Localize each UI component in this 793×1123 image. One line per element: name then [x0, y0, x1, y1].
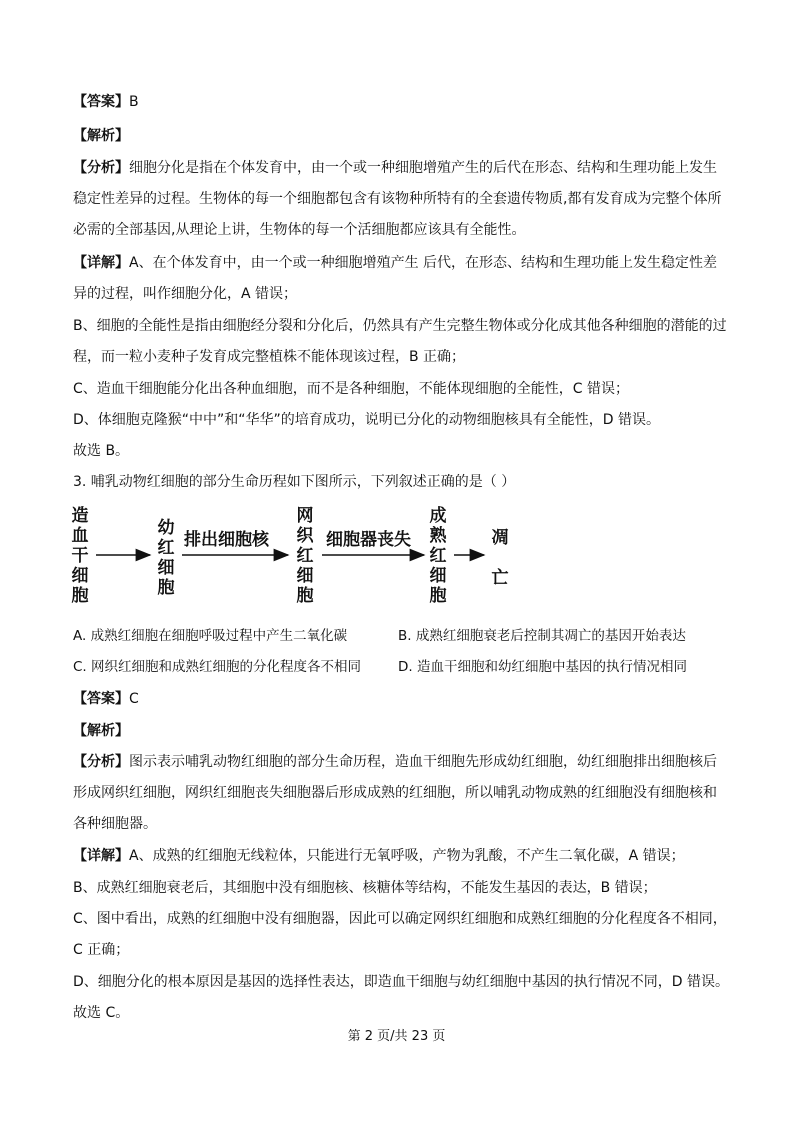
char: 细	[296, 566, 314, 586]
answer-line	[73, 92, 139, 112]
char: 细	[71, 566, 89, 586]
fenxi-text: 稳定性差异的过程。生物体的每一个细胞都包含有该物种所特有的全套遗传物质,都有发育成为完整个体所	[73, 191, 722, 207]
answer-value: C	[129, 691, 139, 707]
fenxi-label: 【分析】	[73, 754, 129, 770]
xiangjie-text: C、图中看出，成熟的红细胞中没有细胞器，因此可以确定网织红细胞和成熟红细胞的分化程度各不相同，	[73, 911, 727, 927]
xiangjie-text: D、体细胞克隆猴“中中”和“华华”的培育成功，说明已分化的动物细胞核具有全能性，D 错误。	[73, 412, 661, 428]
answer-label: 【答案】	[73, 691, 129, 707]
process-diagram	[68, 503, 528, 603]
char: 织	[296, 526, 314, 546]
analysis-label: 【解析】	[73, 723, 129, 739]
char: 红	[157, 538, 175, 558]
stage-erythroblast	[158, 517, 175, 598]
xiangjie-line	[73, 846, 685, 866]
stage-reticulocyte	[297, 506, 315, 603]
fenxi-text: 必需的全部基因,从理论上讲，生物体的每一个活细胞都应该具有全能性。	[73, 222, 526, 238]
char: 网	[296, 506, 314, 526]
char: 胞	[296, 586, 314, 603]
stage-hematopoietic-stem-cell	[72, 505, 89, 603]
answer-label: 【答案】	[73, 94, 129, 110]
xiangjie-text: C、造血干细胞能分化出各种血细胞，而不是各种细胞，不能体现细胞的全能性，C 错误；	[73, 381, 629, 397]
xiangjie-text: A、成熟的红细胞无线粒体，只能进行无氧呼吸，产物为乳酸，不产生二氧化碳，A 错误；	[129, 848, 685, 864]
xiangjie-label: 【详解】	[73, 255, 129, 271]
char: 干	[71, 546, 89, 566]
label-lose-organelles: 细胞器丧失	[326, 530, 411, 550]
stage-apoptosis	[492, 528, 509, 588]
xiangjie-label: 【详解】	[73, 848, 129, 864]
question-stem: 3. 哺乳动物红细胞的部分生命历程如下图所示，下列叙述正确的是（ ）	[73, 474, 516, 490]
char: 熟	[429, 526, 447, 546]
label-expel-nucleus: 排出细胞核	[184, 530, 269, 550]
fenxi-label: 【分析】	[73, 160, 129, 176]
fenxi-line	[73, 752, 717, 772]
xiangjie-text: 程，而一粒小麦种子发育成完整植株不能体现该过程，B 正确；	[73, 349, 466, 365]
char: 凋	[491, 528, 509, 548]
char: 胞	[157, 578, 175, 598]
xiangjie-text: D、细胞分化的根本原因是基因的选择性表达，即造血干细胞与幼红细胞中基因的执行情况不同，D 错误。	[73, 974, 730, 990]
char: 红	[429, 546, 447, 566]
option-a: A. 成熟红细胞在细胞呼吸过程中产生二氧化碳	[73, 628, 348, 644]
option-b: B. 成熟红细胞衰老后控制其凋亡的基因开始表达	[398, 628, 686, 644]
char: 细	[429, 566, 447, 586]
fenxi-text: 形成网织红细胞，网织红细胞丧失细胞器后形成成熟的红细胞，所以哺乳动物成熟的红细胞没有细胞核和	[73, 785, 717, 801]
answer-value: B	[129, 94, 139, 110]
stage-mature-rbc	[430, 505, 448, 603]
char: 造	[71, 506, 89, 526]
char: 细	[157, 558, 175, 578]
answer-line	[73, 689, 139, 709]
fenxi-text: 细胞分化是指在个体发育中，由一个或一种细胞增殖产生的后代在形态、结构和生理功能上发生	[129, 160, 717, 176]
char: 亡	[491, 568, 509, 588]
xiangjie-line	[73, 253, 717, 273]
xiangjie-text: C 正确；	[73, 942, 130, 958]
conclusion: 故选 C。	[73, 1005, 130, 1021]
xiangjie-text: B、成熟红细胞衰老后，其细胞中没有细胞核、核糖体等结构，不能发生基因的表达，B 错误；	[73, 880, 657, 896]
option-c: C. 网织红细胞和成熟红细胞的分化程度各不相同	[73, 659, 362, 675]
xiangjie-text: 异的过程，叫作细胞分化，A 错误；	[73, 286, 298, 302]
conclusion: 故选 B。	[73, 443, 130, 459]
char: 成	[429, 506, 447, 526]
fenxi-text: 各种细胞器。	[73, 816, 157, 832]
page-footer: 第 2 页/共 23 页	[347, 1029, 446, 1044]
char: 幼	[157, 518, 175, 538]
xiangjie-text: B、细胞的全能性是指由细胞经分裂和分化后，仍然具有产生完整生物体或分化成其他各种细胞的潜能的过	[73, 318, 727, 334]
option-d: D. 造血干细胞和幼红细胞中基因的执行情况相同	[398, 659, 687, 675]
char: 胞	[429, 586, 447, 603]
char: 红	[296, 546, 314, 566]
fenxi-text: 图示表示哺乳动物红细胞的部分生命历程，造血干细胞先形成幼红细胞，幼红细胞排出细胞核后	[129, 754, 717, 770]
analysis-label: 【解析】	[73, 128, 129, 144]
xiangjie-text: A、在个体发育中，由一个或一种细胞增殖产生 后代，在形态、结构和生理功能上发生稳定性差	[129, 255, 718, 271]
char: 血	[71, 526, 89, 546]
fenxi-line	[73, 158, 717, 178]
char: 胞	[71, 586, 89, 603]
